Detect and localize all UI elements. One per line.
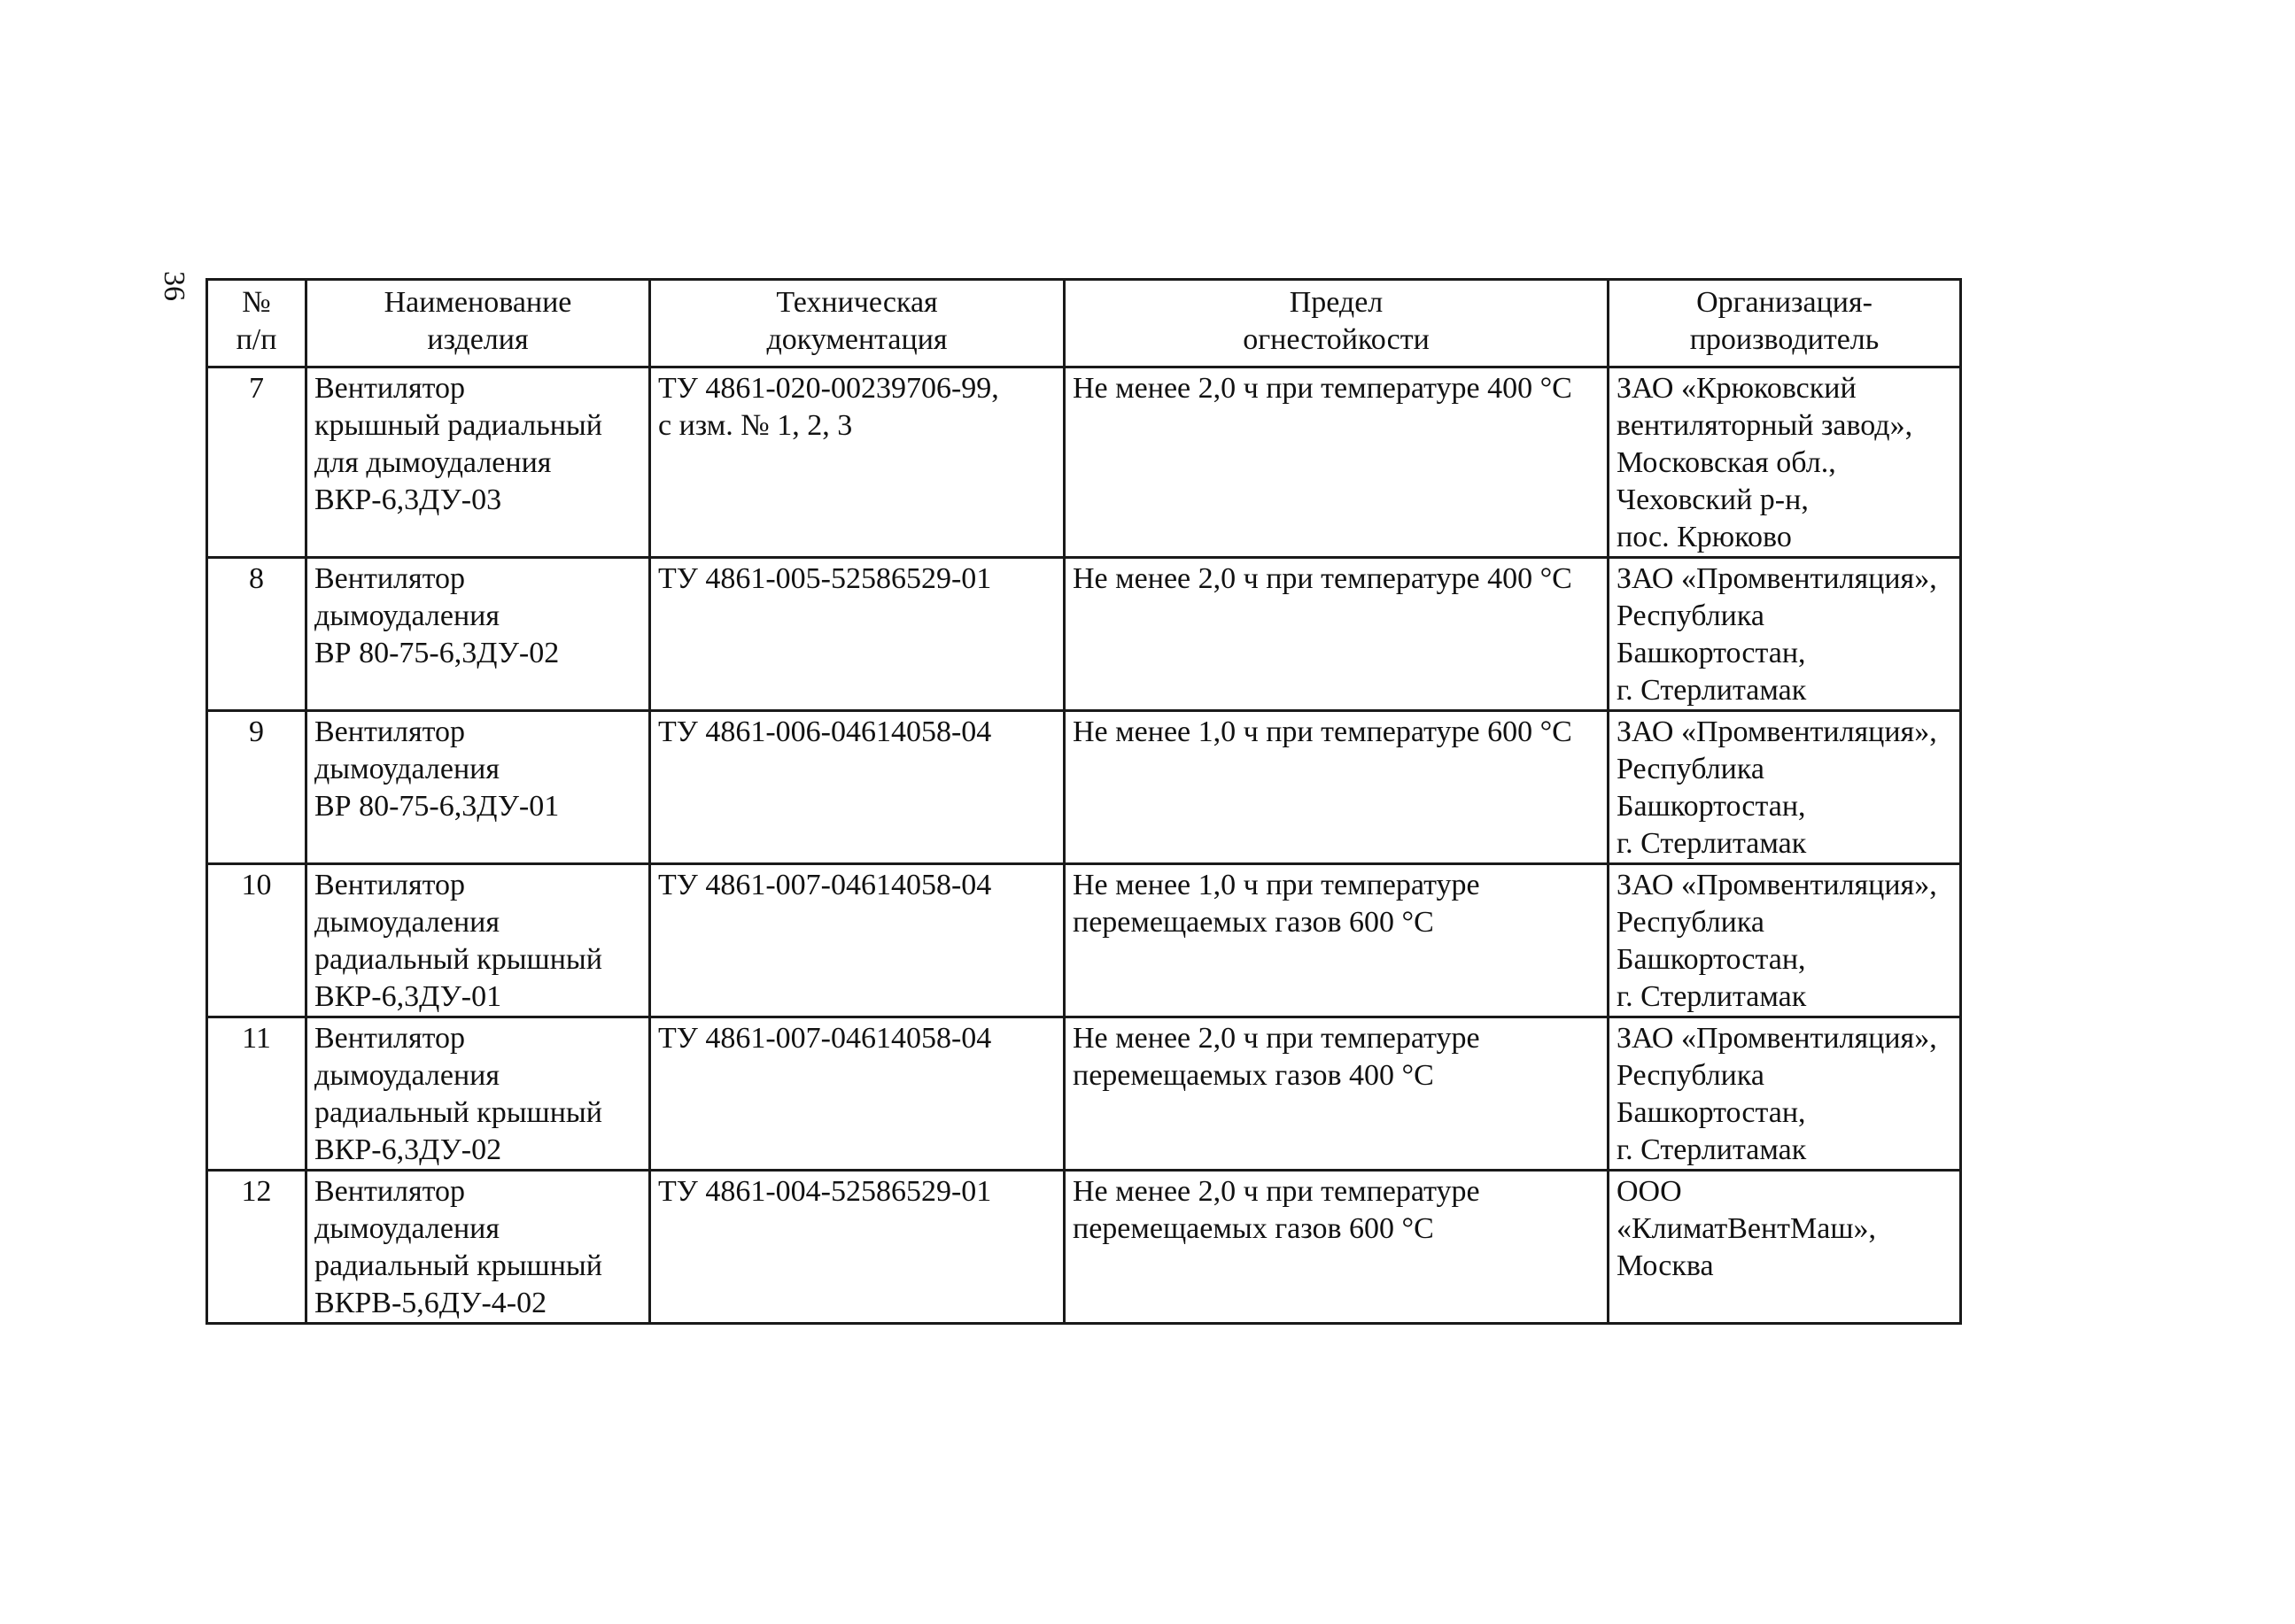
header-fire-resistance: Предел огнестойкости — [1065, 280, 1609, 367]
cell-number: 7 — [207, 367, 306, 558]
cell-product-name: Вентилятор дымоудаления радиальный крышный ВКРВ-5,6ДУ-4-02 — [306, 1171, 650, 1324]
cell-number: 11 — [207, 1017, 306, 1171]
header-technical-documentation: Техническая документация — [650, 280, 1065, 367]
cell-product-name: Вентилятор крышный радиальный для дымоудаления ВКР-6,3ДУ-03 — [306, 367, 650, 558]
cell-technical-documentation: ТУ 4861-007-04614058-04 — [650, 864, 1065, 1017]
cell-technical-documentation: ТУ 4861-020-00239706-99, с изм. № 1, 2, 3 — [650, 367, 1065, 558]
cell-manufacturer: ЗАО «Промвентиляция», Республика Башкортостан, г. Стерлитамак — [1609, 711, 1961, 864]
cell-number: 9 — [207, 711, 306, 864]
cell-number: 10 — [207, 864, 306, 1017]
cell-technical-documentation: ТУ 4861-007-04614058-04 — [650, 1017, 1065, 1171]
cell-product-name: Вентилятор дымоудаления ВР 80-75-6,3ДУ-02 — [306, 558, 650, 711]
cell-fire-resistance: Не менее 1,0 ч при температуре 600 °С — [1065, 711, 1609, 864]
table-row — [207, 558, 1961, 711]
cell-number: 12 — [207, 1171, 306, 1324]
cell-fire-resistance: Не менее 2,0 ч при температуре перемещаемых газов 400 °С — [1065, 1017, 1609, 1171]
cell-product-name: Вентилятор дымоудаления радиальный крышный ВКР-6,3ДУ-01 — [306, 864, 650, 1017]
cell-fire-resistance: Не менее 2,0 ч при температуре 400 °С — [1065, 367, 1609, 558]
table-row — [207, 367, 1961, 558]
cell-manufacturer: ЗАО «Промвентиляция», Республика Башкортостан, г. Стерлитамак — [1609, 864, 1961, 1017]
cell-technical-documentation: ТУ 4861-005-52586529-01 — [650, 558, 1065, 711]
cell-fire-resistance: Не менее 2,0 ч при температуре 400 °С — [1065, 558, 1609, 711]
cell-number: 8 — [207, 558, 306, 711]
table-row — [207, 864, 1961, 1017]
cell-product-name: Вентилятор дымоудаления ВР 80-75-6,3ДУ-01 — [306, 711, 650, 864]
table-row — [207, 1017, 1961, 1171]
products-table — [205, 278, 1962, 1325]
table-row — [207, 711, 1961, 864]
cell-manufacturer: ЗАО «Промвентиляция», Республика Башкортостан, г. Стерлитамак — [1609, 1017, 1961, 1171]
cell-technical-documentation: ТУ 4861-004-52586529-01 — [650, 1171, 1065, 1324]
header-number: № п/п — [207, 280, 306, 367]
page-number: 36 — [158, 271, 190, 301]
header-product-name: Наименование изделия — [306, 280, 650, 367]
header-manufacturer: Организация- производитель — [1609, 280, 1961, 367]
cell-technical-documentation: ТУ 4861-006-04614058-04 — [650, 711, 1065, 864]
cell-fire-resistance: Не менее 1,0 ч при температуре перемещаемых газов 600 °С — [1065, 864, 1609, 1017]
table-header-row — [207, 280, 1961, 367]
cell-product-name: Вентилятор дымоудаления радиальный крышный ВКР-6,3ДУ-02 — [306, 1017, 650, 1171]
cell-manufacturer: ООО «КлиматВентМаш», Москва — [1609, 1171, 1961, 1324]
cell-manufacturer: ЗАО «Крюковский вентиляторный завод», Московская обл., Чеховский р-н, пос. Крюково — [1609, 367, 1961, 558]
cell-manufacturer: ЗАО «Промвентиляция», Республика Башкортостан, г. Стерлитамак — [1609, 558, 1961, 711]
table-row — [207, 1171, 1961, 1324]
cell-fire-resistance: Не менее 2,0 ч при температуре перемещаемых газов 600 °С — [1065, 1171, 1609, 1324]
